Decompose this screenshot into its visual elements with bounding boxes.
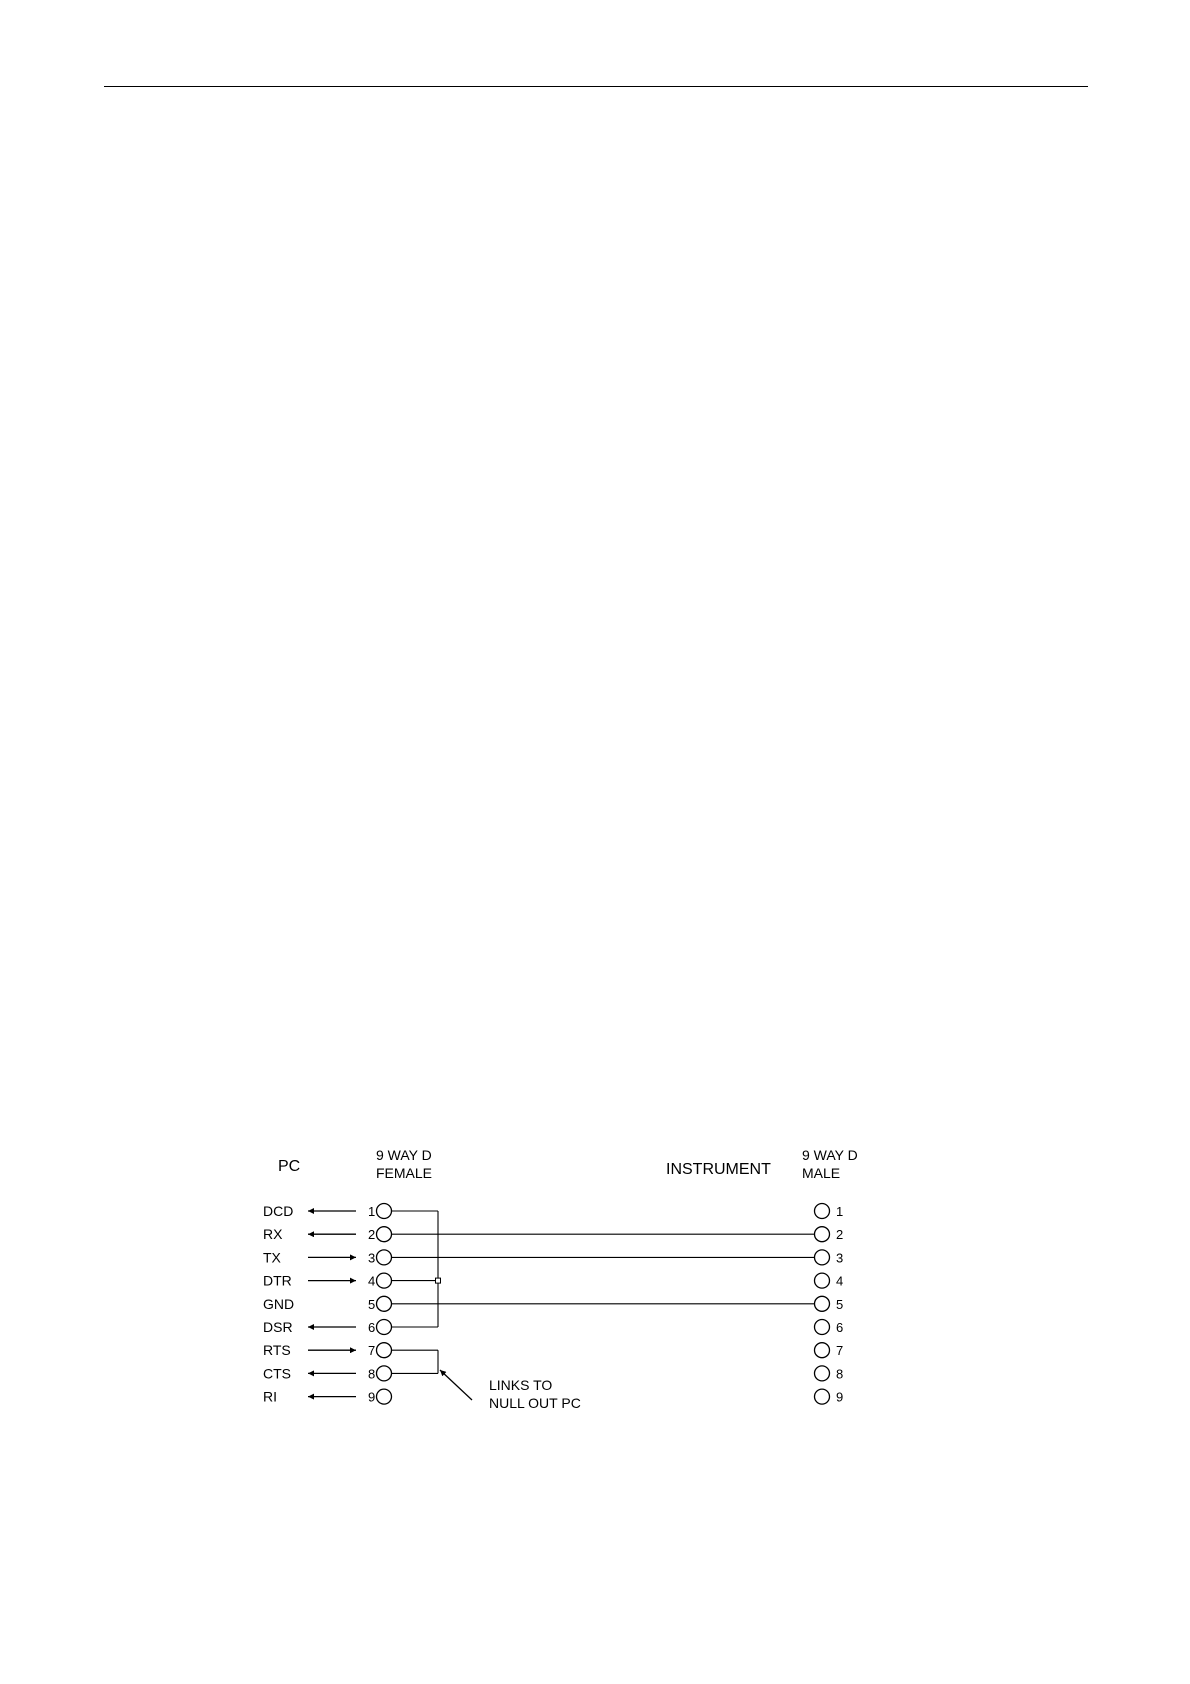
female-header-line2: FEMALE [376, 1165, 433, 1181]
instrument-pin-circle [815, 1366, 830, 1381]
instrument-pin-circle [815, 1227, 830, 1242]
links-pointer-arrow [440, 1370, 472, 1400]
pc-pin-number: 4 [368, 1273, 376, 1289]
instrument-pin-circle [815, 1204, 830, 1219]
pc-label: PC [278, 1158, 301, 1175]
pc-pin-circle [377, 1273, 392, 1288]
instrument-pin-group [815, 1204, 844, 1405]
pc-pin-circle [377, 1296, 392, 1311]
junction-dot [436, 1278, 441, 1283]
wire-group [392, 1211, 815, 1373]
pc-pin-number: 5 [368, 1296, 376, 1312]
instrument-pin-number: 5 [836, 1296, 844, 1312]
instrument-pin-number: 7 [836, 1343, 844, 1359]
pc-pin-circle [377, 1204, 392, 1219]
pc-signal-rx: RX [263, 1226, 283, 1243]
pc-pin-circle [377, 1366, 392, 1381]
pc-pin-group [263, 1203, 392, 1405]
pc-pin-circle [377, 1343, 392, 1358]
pc-pin-number: 9 [368, 1389, 376, 1405]
male-header-line2: MALE [802, 1165, 841, 1181]
pc-pin-number: 1 [368, 1204, 376, 1219]
instrument-pin-circle [815, 1250, 830, 1265]
instrument-pin-circle [815, 1273, 830, 1288]
instrument-pin-circle [815, 1320, 830, 1335]
female-header-line1: 9 WAY D [376, 1147, 432, 1163]
male-header-line1: 9 WAY D [802, 1147, 858, 1163]
pc-pin-circle [377, 1250, 392, 1265]
instrument-pin-number: 6 [836, 1320, 844, 1335]
instrument-pin-number: 2 [836, 1227, 844, 1243]
instrument-pin-circle [815, 1296, 830, 1311]
pc-pin-number: 8 [368, 1366, 376, 1382]
instrument-pin-number: 9 [836, 1389, 844, 1405]
instrument-pin-number: 3 [836, 1250, 844, 1266]
pc-signal-cts: CTS [263, 1365, 291, 1382]
pc-signal-ri: RI [263, 1388, 277, 1405]
pc-pin-number: 3 [368, 1250, 376, 1266]
pc-pin-circle [377, 1320, 392, 1335]
instrument-label: INSTRUMENT [666, 1161, 771, 1178]
pc-pin-number: 6 [368, 1320, 376, 1335]
links-note-line2: NULL OUT PC [489, 1395, 581, 1411]
pc-pin-circle [377, 1389, 392, 1404]
pc-signal-tx: TX [263, 1249, 281, 1266]
instrument-pin-number: 8 [836, 1366, 844, 1382]
pc-pin-number: 7 [368, 1343, 376, 1359]
pc-signal-dcd: DCD [263, 1203, 294, 1219]
links-note-line1: LINKS TO [489, 1377, 553, 1393]
instrument-pin-number: 1 [836, 1204, 844, 1219]
pc-signal-dsr: DSR [263, 1319, 293, 1335]
pc-pin-circle [377, 1227, 392, 1242]
instrument-pin-circle [815, 1389, 830, 1404]
pc-signal-dtr: DTR [263, 1272, 292, 1289]
instrument-pin-circle [815, 1343, 830, 1358]
pc-signal-rts: RTS [263, 1342, 291, 1359]
instrument-pin-number: 4 [836, 1273, 844, 1289]
pc-signal-gnd: GND [263, 1295, 295, 1312]
pc-pin-number: 2 [368, 1227, 376, 1243]
